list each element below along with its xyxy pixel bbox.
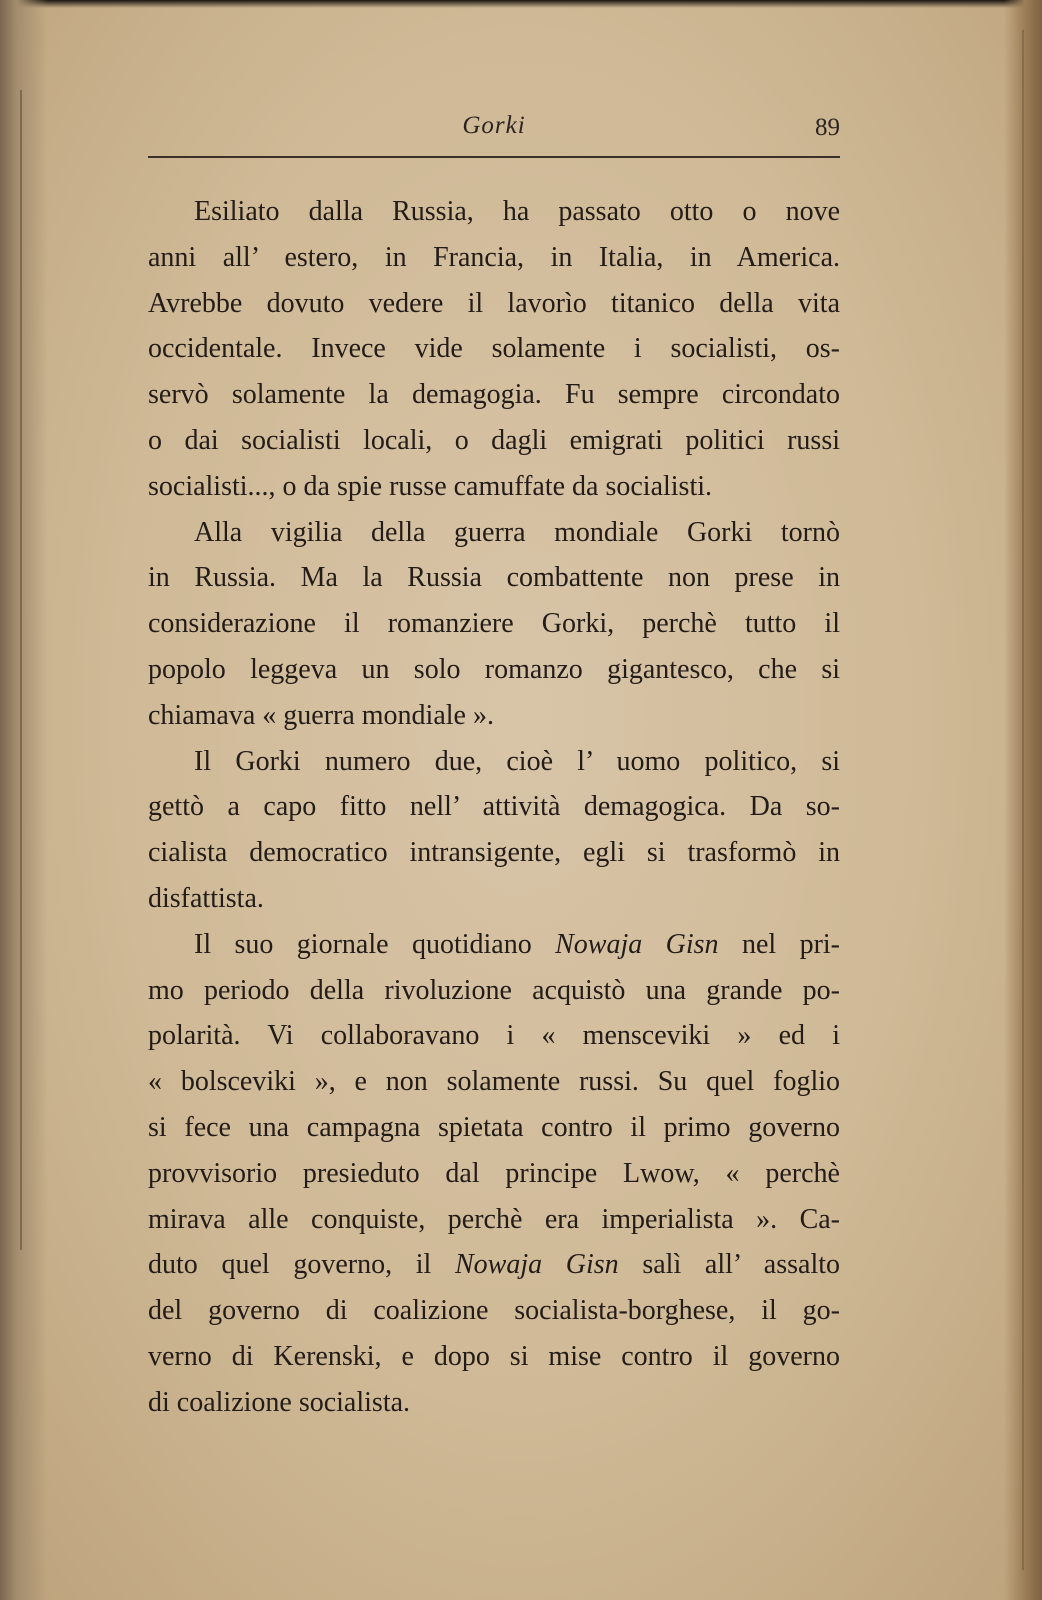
- text-line: popolo leggeva un solo romanzo gigantesco, che si: [148, 653, 840, 685]
- newspaper-title: Nowaja Gisn: [555, 928, 719, 960]
- text-line: cialista democratico intransigente, egli si trasformò in: [148, 837, 840, 869]
- running-header: [148, 108, 840, 148]
- text-line: mo periodo della rivoluzione acquistò una grande po-: [148, 974, 840, 1006]
- text-line: Il Gorki numero due, cioè l’ uomo politico, si: [194, 745, 840, 777]
- book-spine-gutter: [0, 0, 48, 1600]
- text-line: in Russia. Ma la Russia combattente non prese in: [148, 562, 840, 594]
- text-line: socialisti..., o da spie russe camuffate da socialisti.: [148, 470, 713, 502]
- text-line: Esiliato dalla Russia, ha passato otto o nove: [194, 196, 840, 227]
- text-line: o dai socialisti locali, o dagli emigrati politici russi: [148, 424, 840, 456]
- text-line: occidentale. Invece vide solamente i socialisti, os-: [148, 333, 840, 365]
- text-line: mirava alle conquiste, perchè era imperialista ». Ca-: [148, 1203, 840, 1235]
- text-line: anni all’ estero, in Francia, in Italia, in America.: [148, 241, 840, 273]
- text-line: duto quel governo, il Nowaja Gisn salì all’ assalto: [148, 1249, 840, 1281]
- text-line: di coalizione socialista.: [148, 1386, 411, 1418]
- text-line: provvisorio presieduto dal principe Lwow, « perchè: [148, 1157, 840, 1189]
- text-line: « bolsceviki », e non solamente russi. Su quel foglio: [148, 1066, 840, 1098]
- body-text: [148, 189, 840, 1426]
- text-line: Il suo giornale quotidiano Nowaja Gisn nel pri-: [194, 928, 841, 960]
- text-line: Alla vigilia della guerra mondiale Gorki tornò: [194, 516, 840, 548]
- text-line: Avrebbe dovuto vedere il lavorìo titanico della vita: [148, 287, 840, 319]
- text-line: servò solamente la demagogia. Fu sempre circondato: [148, 379, 840, 411]
- page-number: 89: [815, 114, 840, 141]
- text-line: del governo di coalizione socialista-borghese, il go-: [148, 1295, 840, 1327]
- text-line: si fece una campagna spietata contro il primo governo: [148, 1111, 840, 1143]
- running-title: Gorki: [462, 112, 526, 139]
- text-line: disfattista.: [148, 882, 264, 914]
- text-line: gettò a capo fitto nell’ attività demagogica. Da so-: [148, 791, 840, 823]
- gutter-crease: [20, 90, 22, 1250]
- text-line: verno di Kerenski, e dopo si mise contro il governo: [148, 1340, 840, 1372]
- page-edge-line: [1022, 30, 1024, 1570]
- text-line: polarità. Vi collaboravano i « mensceviki » ed i: [148, 1020, 840, 1052]
- header-rule: [148, 156, 840, 158]
- text-line: considerazione il romanziere Gorki, perchè tutto il: [148, 608, 840, 640]
- text-line: chiamava « guerra mondiale ».: [148, 699, 494, 731]
- newspaper-title: Nowaja Gisn: [454, 1249, 619, 1281]
- page-top-shadow: [0, 0, 1042, 8]
